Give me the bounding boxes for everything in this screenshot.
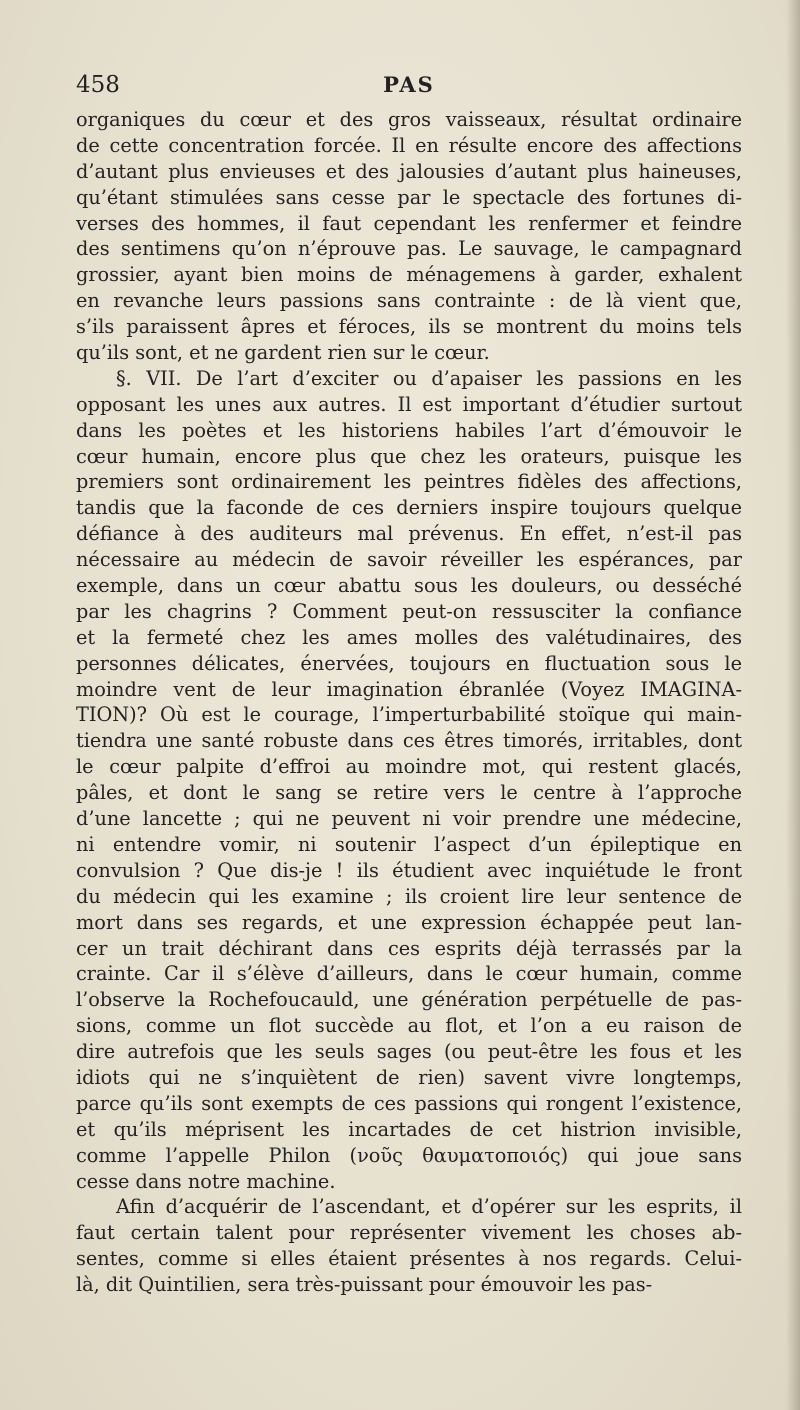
text-line: ni entendre vomir, ni soutenir l’aspect d’un épileptique en: [76, 832, 742, 856]
text-line: grossier, ayant bien moins de ménagemens à garder, exhalent: [76, 263, 742, 287]
text-line: défiance à des auditeurs mal prévenus. En effet, n’est-il pas: [76, 522, 742, 546]
text-line: convulsion ? Que dis-je ! ils étudient avec inquiétude le front: [76, 858, 742, 882]
text-line: cesse dans notre machine.: [76, 1169, 336, 1193]
text-line: cer un trait déchirant dans ces esprits déjà terrassés par la: [76, 936, 742, 960]
text-line: là, dit Quintilien, sera très-puissant pour émouvoir les pas-: [76, 1273, 653, 1297]
text-line: pâles, et dont le sang se retire vers le centre à l’approche: [76, 781, 742, 805]
text-line: l’observe la Rochefoucauld, une génération perpétuelle de pas-: [76, 988, 742, 1012]
text-line: le cœur palpite d’effroi au moindre mot, qui restent glacés,: [76, 755, 742, 779]
text-line: d’une lancette ; qui ne peuvent ni voir prendre une médecine,: [76, 807, 742, 831]
text-line: dire autrefois que les seuls sages (ou peut-être les fous et les: [76, 1040, 742, 1064]
text-line: de cette concentration forcée. Il en résulte encore des affections: [76, 133, 742, 157]
running-head: PAS: [383, 72, 435, 97]
text-line: Afin d’acquérir de l’ascendant, et d’opérer sur les esprits, il: [116, 1195, 742, 1219]
text-line: tandis que la faconde de ces derniers inspire toujours quelque: [76, 496, 742, 520]
text-line: d’autant plus envieuses et des jalousies d’autant plus haineuses,: [76, 159, 742, 183]
text-line: et qu’ils méprisent les incartades de cet histrion invisible,: [76, 1117, 742, 1141]
text-line: verses des hommes, il faut cependant les renfermer et feindre: [76, 211, 742, 235]
body-text: [76, 107, 742, 1298]
text-line: par les chagrins ? Comment peut-on ressusciter la confiance: [76, 599, 742, 623]
page-number: 458: [76, 72, 120, 98]
text-line: comme l’appelle Philon (νοῦς θαυματοποιός) qui joue sans: [76, 1143, 742, 1167]
text-line: des sentimens qu’on n’éprouve pas. Le sauvage, le campagnard: [76, 237, 742, 261]
text-line: TION)? Où est le courage, l’imperturbabilité stoïque qui main-: [76, 703, 742, 727]
text-line: opposant les unes aux autres. Il est important d’étudier surtout: [76, 392, 742, 416]
text-line: mort dans ses regards, et une expression échappée peut lan-: [76, 910, 742, 934]
text-line: premiers sont ordinairement les peintres fidèles des affections,: [76, 470, 742, 494]
text-line: qu’ils sont, et ne gardent rien sur le cœur.: [76, 341, 490, 365]
text-line: s’ils paraissent âpres et féroces, ils se montrent du moins tels: [76, 315, 742, 339]
text-line: crainte. Car il s’élève d’ailleurs, dans le cœur humain, comme: [76, 962, 742, 986]
text-line: personnes délicates, énervées, toujours en fluctuation sous le: [76, 651, 742, 675]
text-line: cœur humain, encore plus que chez les orateurs, puisque les: [76, 444, 742, 468]
text-line: faut certain talent pour représenter vivement les choses ab-: [76, 1221, 742, 1245]
text-line: nécessaire au médecin de savoir réveiller les espérances, par: [76, 548, 742, 572]
text-line: dans les poètes et les historiens habiles l’art d’émouvoir le: [76, 418, 742, 442]
text-line: idiots qui ne s’inquiètent de rien) savent vivre longtemps,: [76, 1065, 742, 1089]
page-header: [76, 70, 742, 102]
text-line: moindre vent de leur imagination ébranlée (Voyez IMAGINA-: [76, 677, 742, 701]
text-line: tiendra une santé robuste dans ces êtres timorés, irritables, dont: [76, 729, 742, 753]
text-line: et la fermeté chez les ames molles des valétudinaires, des: [76, 625, 742, 649]
text-line: §. VII. De l’art d’exciter ou d’apaiser les passions en les: [116, 366, 742, 390]
page-edge-shadow: [786, 0, 800, 1410]
text-line: parce qu’ils sont exempts de ces passions qui rongent l’existence,: [76, 1091, 742, 1115]
text-line: du médecin qui les examine ; ils croient lire leur sentence de: [76, 884, 742, 908]
text-line: sentes, comme si elles étaient présentes à nos regards. Celui-: [76, 1247, 742, 1271]
text-line: exemple, dans un cœur abattu sous les douleurs, ou desséché: [76, 574, 742, 598]
text-line: qu’étant stimulées sans cesse par le spectacle des fortunes di-: [76, 185, 742, 209]
text-line: en revanche leurs passions sans contrainte : de là vient que,: [76, 289, 742, 313]
text-line: organiques du cœur et des gros vaisseaux, résultat ordinaire: [76, 108, 742, 131]
text-line: sions, comme un flot succède au flot, et l’on a eu raison de: [76, 1014, 742, 1038]
